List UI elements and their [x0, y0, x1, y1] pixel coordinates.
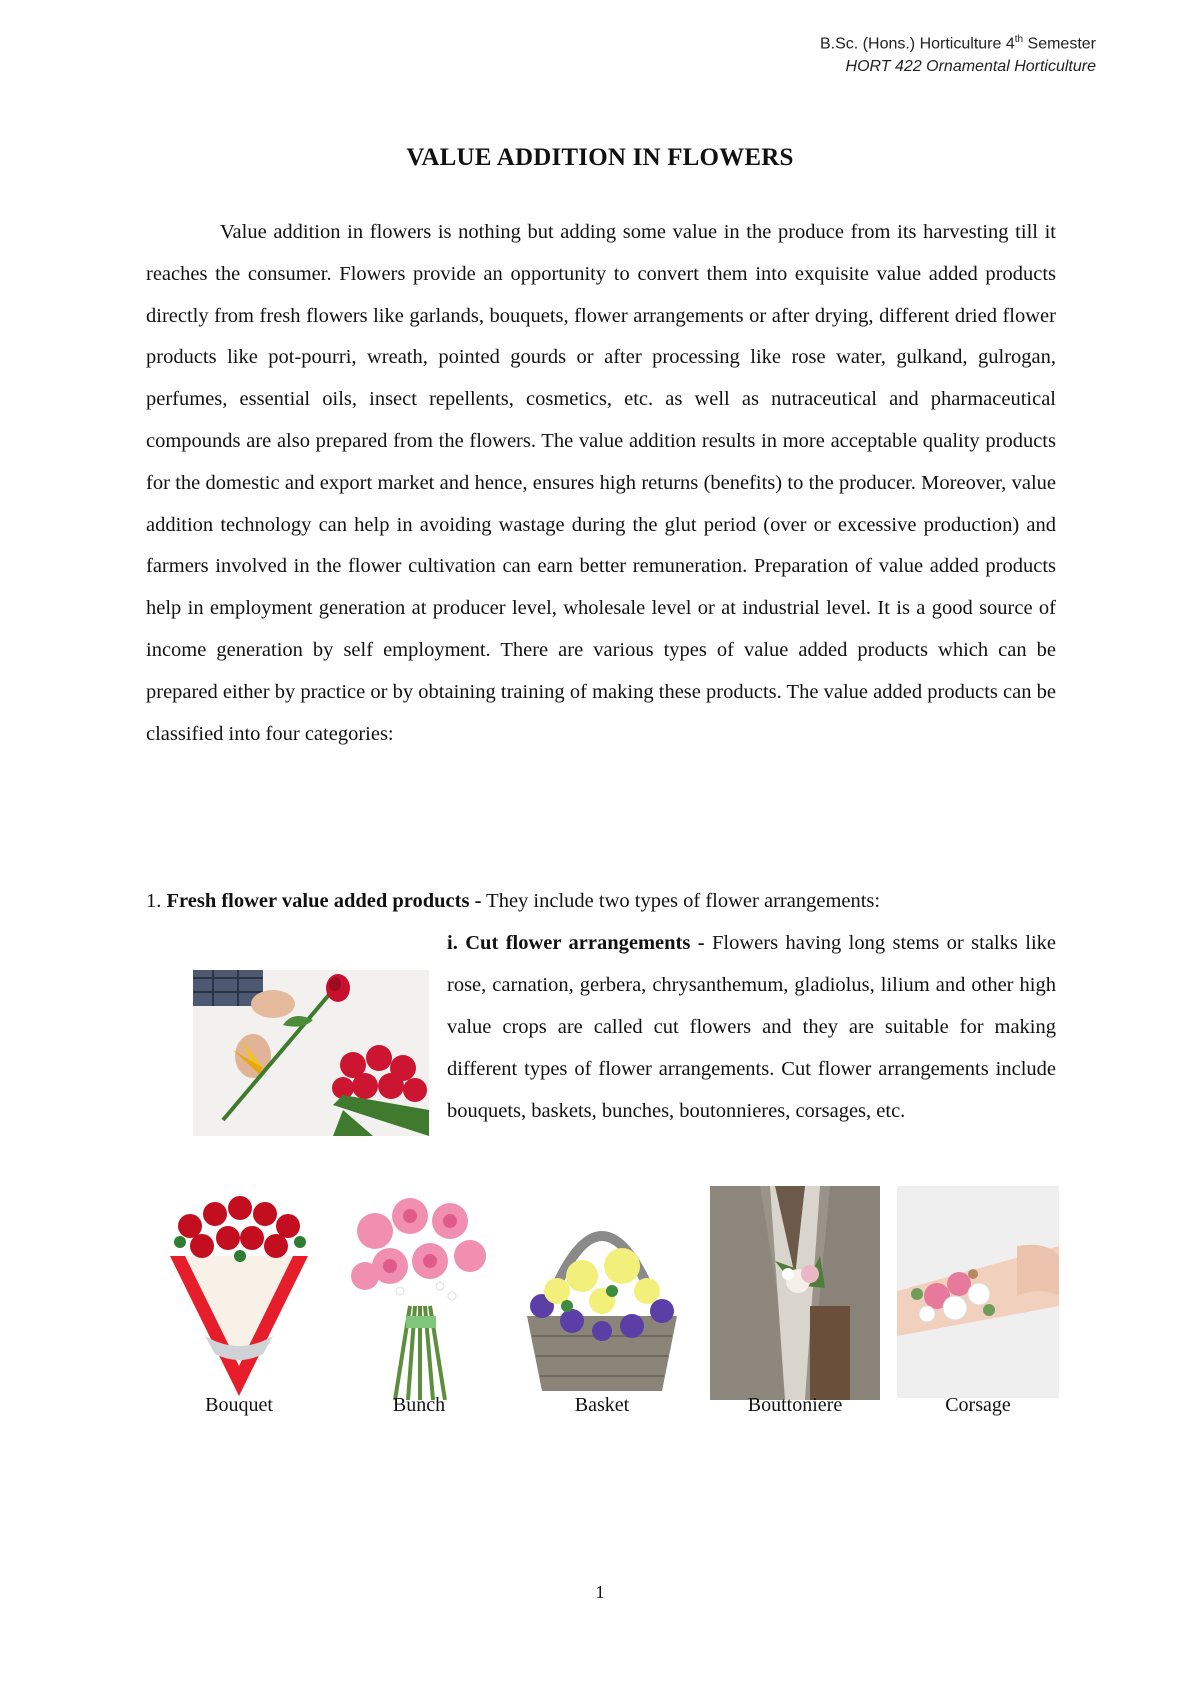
subsection-body — [186, 922, 1056, 1136]
section-1-text: They include two types of flower arrangements: — [481, 890, 881, 912]
basket-photo — [512, 1186, 692, 1400]
caption-corsage: Corsage — [945, 1394, 1011, 1416]
caption-bouquet: Bouquet — [205, 1394, 273, 1416]
caption-basket: Basket — [574, 1394, 630, 1416]
intro-paragraph: Value addition in flowers is nothing but adding some value in the produce from its harvesting till it reaches the consumer. Flowers provide an opportunity to convert them into exquisite value added products directly from fresh flowers like garlands, bouquets, flower arrangements or after drying, different dried flower products like pot-pourri, wreath, pointed gourds or after processing like rose water, gulkand, gulrogan, perfumes, essential oils, insect repellents, cosmetics, etc. as well as nutraceutical and pharmaceutical compounds are also prepared from the flowers. The value addition results in more acceptable quality products for the domestic and export market and hence, ensures high returns (benefits) to the producer. Moreover, value addition technology can help in avoiding wastage during the glut period (over or excessive production) and farmers involved in the flower cultivation can earn better remuneration. Preparation of value added products help in employment generation at producer level, wholesale level or at industrial level. It is a good source of income generation by self employment. There are various types of value added products which can be prepared either by practice or by obtaining training of making these products. The value added products can be classified into four categories: — [146, 221, 1056, 745]
corsage-photo — [897, 1186, 1059, 1398]
page-number: 1 — [595, 1582, 605, 1602]
subsection-heading: Cut flower arrangements - — [465, 932, 705, 954]
caption-bunch: Bunch — [392, 1394, 446, 1416]
rose-cutting-photo — [193, 970, 429, 1136]
section-1 — [146, 880, 1056, 922]
subsection-text: Flowers having long stems or stalks like rose, carnation, gerbera, chrysanthemum, gladiolus, lilium and other high value crops are called cut flowers and they are suitable for making different types of flower arrangements. Cut flower arrangements include bouquets, baskets, bunches, boutonnieres, corsages, etc. — [447, 932, 1056, 1122]
page-title: VALUE ADDITION IN FLOWERS — [406, 144, 794, 171]
subsection-number: i. — [447, 932, 458, 954]
boutonniere-photo — [710, 1186, 880, 1400]
course-code-line: HORT 422 Ornamental Horticulture — [845, 58, 1096, 76]
bouquet-photo — [160, 1186, 318, 1400]
running-header — [820, 28, 1096, 78]
bunch-photo — [340, 1186, 498, 1400]
caption-boutonniere: Bouttoniere — [747, 1394, 843, 1416]
course-line: B.Sc. (Hons.) Horticulture 4th Semester — [820, 34, 1096, 53]
section-1-number: 1. — [146, 890, 162, 912]
section-1-heading: Fresh flower value added products - — [166, 890, 482, 912]
